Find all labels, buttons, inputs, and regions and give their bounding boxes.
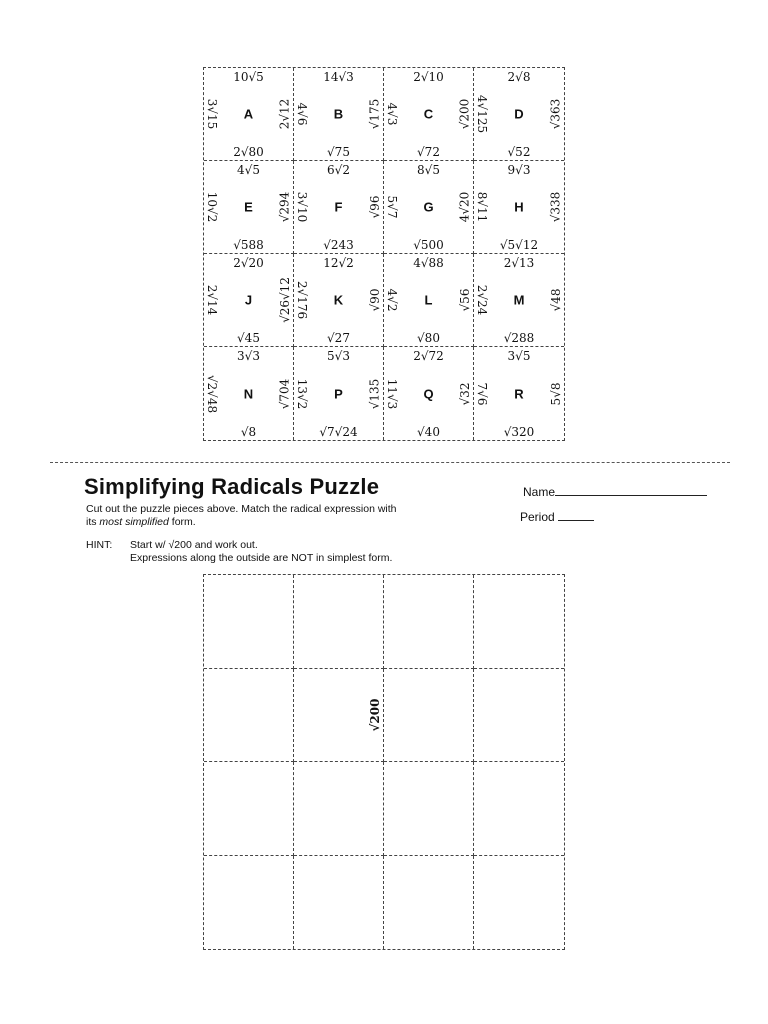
piece-bottom-expression: √243 [323, 238, 354, 252]
piece-bottom-expression: √80 [417, 331, 440, 345]
piece-bottom-expression: √7√24 [319, 425, 358, 439]
puzzle-piece-f[interactable] [294, 161, 384, 254]
piece-right-expression: √363 [549, 98, 563, 130]
piece-letter: H [514, 199, 524, 215]
period-blank[interactable] [558, 509, 594, 521]
piece-letter: D [514, 106, 524, 122]
instructions-line-1: Cut out the puzzle pieces above. Match the radical expression with [86, 503, 397, 515]
board-square[interactable] [474, 575, 564, 669]
piece-letter: R [514, 386, 524, 401]
piece-bottom-expression: √288 [503, 331, 535, 345]
puzzle-piece-l[interactable] [384, 254, 474, 347]
piece-bottom-expression: 2√80 [233, 145, 264, 159]
board-square[interactable] [384, 856, 474, 950]
piece-bottom-expression: √500 [413, 238, 444, 252]
piece-right-expression: √338 [549, 191, 563, 223]
puzzle-piece-j[interactable] [204, 254, 294, 347]
instructions-line-2 [86, 516, 446, 529]
piece-letter: M [513, 292, 525, 308]
piece-right-expression: 4√20 [458, 191, 472, 223]
puzzle-piece-b[interactable] [294, 68, 384, 161]
piece-letter: P [334, 386, 343, 401]
piece-left-expression: 8√11 [475, 191, 489, 223]
piece-left-expression: √2√48 [205, 374, 219, 413]
board-square[interactable] [294, 762, 384, 856]
puzzle-piece-q[interactable] [384, 347, 474, 440]
piece-top-expression: 3√3 [237, 349, 260, 363]
piece-right-expression: √96 [368, 195, 382, 219]
piece-left-expression: 7√6 [475, 382, 489, 405]
puzzle-pieces-grid [203, 67, 565, 441]
piece-right-expression: 2√12 [278, 98, 292, 130]
piece-left-expression: 10√2 [205, 191, 219, 223]
puzzle-piece-p[interactable] [294, 347, 384, 440]
piece-right-expression: √135 [368, 378, 382, 409]
piece-left-expression: 2√14 [205, 284, 219, 316]
hint-text-1: Start w/ √200 and work out. [130, 539, 258, 551]
piece-top-expression: 4√88 [413, 256, 444, 270]
piece-top-expression: 6√2 [327, 163, 350, 177]
name-field[interactable] [523, 484, 707, 499]
piece-letter: C [423, 106, 434, 122]
piece-bottom-expression: √45 [237, 331, 260, 345]
piece-right-expression: √26√12 [278, 277, 292, 323]
piece-left-expression: 3√10 [295, 191, 309, 223]
board-square[interactable] [294, 856, 384, 950]
piece-top-expression: 2√8 [507, 70, 531, 84]
piece-letter: G [423, 199, 434, 215]
piece-top-expression: 5√3 [327, 349, 350, 363]
instructions [86, 503, 446, 529]
board-square[interactable] [474, 762, 564, 856]
piece-left-expression: 11√3 [385, 378, 399, 409]
piece-right-expression: 5√8 [549, 382, 563, 405]
piece-top-expression: 10√5 [233, 70, 264, 84]
board-square[interactable] [384, 575, 474, 669]
piece-left-expression: 2√176 [295, 280, 309, 320]
piece-top-expression: 3√5 [507, 349, 531, 363]
piece-right-expression: √200 [458, 98, 472, 130]
board-square[interactable] [204, 575, 294, 669]
puzzle-piece-e[interactable] [204, 161, 294, 254]
piece-letter: N [243, 386, 254, 401]
cut-line [50, 462, 730, 463]
piece-right-expression: √56 [458, 288, 472, 312]
piece-letter: A [243, 106, 254, 122]
piece-letter: F [334, 199, 343, 215]
board-square[interactable] [474, 856, 564, 950]
piece-top-expression: 2√20 [233, 256, 264, 270]
piece-bottom-expression: √8 [240, 425, 257, 439]
board-square[interactable] [294, 669, 384, 763]
piece-left-expression: 5√7 [385, 195, 399, 219]
piece-right-expression: √48 [549, 288, 563, 312]
board-square[interactable] [474, 669, 564, 763]
name-label: Name [523, 485, 556, 499]
piece-bottom-expression: √52 [507, 145, 531, 159]
piece-left-expression: 4√6 [295, 102, 309, 126]
hint-block [86, 539, 392, 565]
piece-right-expression: √175 [368, 98, 382, 130]
puzzle-piece-g[interactable] [384, 161, 474, 254]
hint-label: HINT: [86, 539, 113, 551]
piece-top-expression: 4√5 [237, 163, 260, 177]
piece-letter: E [244, 199, 253, 215]
puzzle-piece-h[interactable] [474, 161, 564, 254]
piece-letter: K [333, 292, 344, 308]
piece-bottom-expression: √27 [327, 331, 350, 345]
piece-top-expression: 2√10 [413, 70, 444, 84]
piece-left-expression: 3√15 [205, 98, 219, 130]
puzzle-piece-n[interactable] [204, 347, 294, 440]
puzzle-piece-m[interactable] [474, 254, 564, 347]
worksheet-title: Simplifying Radicals Puzzle [84, 474, 380, 499]
piece-bottom-expression: √320 [503, 425, 535, 439]
piece-right-expression: √294 [278, 191, 292, 223]
start-expression: √200 [368, 698, 382, 732]
piece-left-expression: 13√2 [295, 378, 309, 409]
piece-right-expression: √704 [278, 378, 292, 409]
board-square[interactable] [204, 669, 294, 763]
piece-left-expression: 2√24 [475, 284, 489, 316]
piece-top-expression: 9√3 [507, 163, 531, 177]
piece-top-expression: 14√3 [323, 70, 354, 84]
answer-board [203, 574, 565, 950]
board-square[interactable] [384, 669, 474, 763]
piece-letter: Q [423, 386, 434, 401]
piece-bottom-expression: √5√12 [499, 238, 539, 252]
period-field[interactable] [520, 509, 594, 524]
puzzle-piece-k[interactable] [294, 254, 384, 347]
period-label: Period [520, 510, 555, 524]
puzzle-piece-a[interactable] [204, 68, 294, 161]
puzzle-piece-d[interactable] [474, 68, 564, 161]
piece-bottom-expression: √75 [327, 145, 350, 159]
board-square[interactable] [204, 762, 294, 856]
piece-left-expression: 4√2 [385, 288, 399, 312]
piece-letter: B [333, 106, 344, 122]
piece-top-expression: 2√72 [413, 349, 444, 363]
piece-left-expression: 4√125 [475, 94, 489, 134]
board-square[interactable] [384, 762, 474, 856]
piece-top-expression: 2√13 [503, 256, 535, 270]
instructions-prefix: its [86, 516, 100, 528]
piece-bottom-expression: √588 [233, 238, 264, 252]
piece-top-expression: 8√5 [417, 163, 440, 177]
piece-letter: L [424, 292, 433, 308]
hint-line-1 [86, 539, 392, 552]
name-blank[interactable] [555, 484, 707, 496]
hint-line-2: Expressions along the outside are NOT in simplest form. [130, 552, 393, 564]
piece-right-expression: √90 [368, 288, 382, 312]
piece-letter: J [244, 292, 253, 308]
puzzle-piece-r[interactable] [474, 347, 564, 440]
piece-right-expression: √32 [458, 382, 472, 405]
board-square[interactable] [204, 856, 294, 950]
instructions-suffix: form. [168, 516, 196, 528]
board-square[interactable] [294, 575, 384, 669]
piece-bottom-expression: √40 [417, 425, 440, 439]
piece-top-expression: 12√2 [323, 256, 354, 270]
puzzle-piece-c[interactable] [384, 68, 474, 161]
instructions-emphasis: most simplified [99, 516, 169, 528]
piece-bottom-expression: √72 [417, 145, 440, 159]
piece-left-expression: 4√3 [385, 102, 399, 126]
